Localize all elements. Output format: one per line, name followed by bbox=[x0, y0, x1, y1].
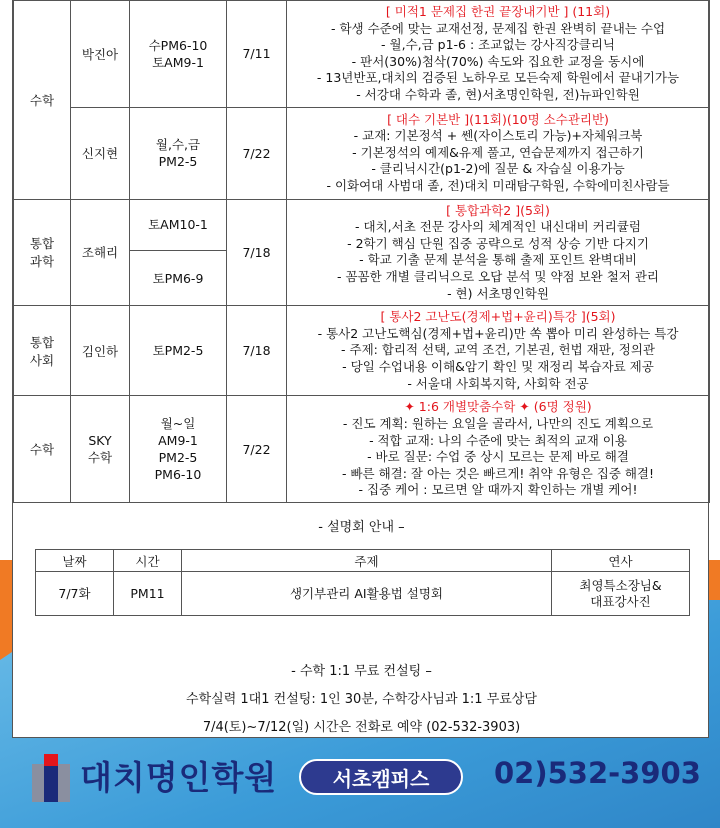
teacher-cell: 조해리 bbox=[71, 199, 130, 306]
time-cell: 월~일 AM9-1 PM2-5 PM6-10 bbox=[130, 396, 227, 503]
description-cell bbox=[287, 107, 710, 199]
date-cell: 7/18 bbox=[227, 199, 287, 306]
campus-badge: 서초캠퍼스 bbox=[299, 759, 463, 795]
description-line: - 현) 서초명인학원 bbox=[447, 285, 549, 301]
teacher-cell: SKY 수학 bbox=[71, 396, 130, 503]
description-line: - 통사2 고난도핵심(경제+법+윤리)만 쏙 뽑아 미리 완성하는 특강 bbox=[317, 325, 679, 341]
description-line: - 꼼꼼한 개별 클리닉으로 오답 분석 및 약점 보완 철저 관리 bbox=[337, 268, 659, 284]
teacher-cell: 박진아 bbox=[71, 1, 130, 108]
date-cell: 7/22 bbox=[227, 396, 287, 503]
description-line: - 클리닉시간(p1-2)에 질문 & 자습실 이용가능 bbox=[371, 161, 625, 177]
description-line: - 기본정석의 예제&유제 풀고, 연습문제까지 접근하기 bbox=[352, 144, 644, 160]
description-line: - 학교 기출 문제 분석을 통해 출제 포인트 완벽대비 bbox=[359, 252, 637, 268]
table-row bbox=[14, 306, 710, 396]
academy-name: 대치명인학원 bbox=[80, 758, 278, 797]
time-cell: 토PM2-5 bbox=[130, 306, 227, 396]
description-line: - 이화여대 사범대 졸, 전)대치 미래탐구학원, 수학에미친사람들 bbox=[326, 177, 670, 193]
table-row bbox=[14, 1, 710, 108]
table-row bbox=[14, 396, 710, 503]
header-topic: 주제 bbox=[182, 550, 552, 572]
course-title: [ 통사2 고난도(경제+법+윤리)특강 ](5회) bbox=[380, 309, 616, 325]
consult-description: 수학실력 1대1 컨설팅: 1인 30분, 수학강사님과 1:1 무료상담 bbox=[186, 692, 537, 707]
seminar-table bbox=[35, 549, 690, 616]
course-title: [ 미적1 문제집 한권 끝장내기반 ] (11회) bbox=[385, 4, 611, 19]
description-line: - 서강대 수학과 졸, 현)서초명인학원, 전)뉴파인학원 bbox=[356, 86, 640, 102]
description-line: - 대치,서초 전문 강사의 체계적인 내신대비 커리큘럼 bbox=[355, 219, 641, 235]
header-speaker: 연사 bbox=[552, 550, 690, 572]
seminar-speaker: 최영특소장님& 대표강사진 bbox=[552, 572, 690, 616]
description-cell bbox=[287, 306, 710, 396]
consult-heading: - 수학 1:1 무료 컨설팅 – bbox=[291, 664, 432, 679]
description-cell bbox=[287, 396, 710, 503]
description-cell bbox=[287, 1, 710, 108]
date-cell: 7/11 bbox=[227, 1, 287, 108]
description-line: - 판서(30%)첨삭(70%) 속도와 집요한 교정을 동시에 bbox=[351, 53, 645, 69]
seminar-header-row bbox=[36, 550, 690, 572]
time-cell: 토AM10-1 bbox=[130, 199, 227, 251]
description-line: - 적합 교재: 나의 수준에 맞는 최적의 교재 이용 bbox=[369, 432, 627, 448]
description-line: - 바로 질문: 수업 중 상시 모르는 문제 바로 해결 bbox=[367, 449, 629, 465]
subject-cell: 수학 bbox=[14, 396, 71, 503]
description-line: - 주제: 합리적 선택, 교역 조건, 기본권, 헌법 재판, 정의관 bbox=[341, 342, 655, 358]
description-line: - 진도 계획: 원하는 요일을 골라서, 나만의 진도 계획으로 bbox=[342, 415, 654, 431]
subject-cell: 수학 bbox=[14, 1, 71, 200]
teacher-cell: 김인하 bbox=[71, 306, 130, 396]
subject-cell: 통합 과학 bbox=[14, 199, 71, 306]
description-line: - 당일 수업내용 이해&암기 확인 및 재정리 복습자료 제공 bbox=[342, 358, 654, 374]
description-line: - 빠른 해결: 잘 아는 것은 빠르게! 취약 유형은 집중 해결! bbox=[341, 465, 655, 481]
time-cell: 월,수,금 PM2-5 bbox=[130, 107, 227, 199]
description-line: - 학생 수준에 맞는 교재선정, 문제집 한권 완벽히 끝내는 수업 bbox=[330, 20, 666, 36]
description-line: - 2학기 핵심 단원 집중 공략으로 성적 상승 기반 다지기 bbox=[347, 235, 649, 251]
time-cell: 토PM6-9 bbox=[130, 251, 227, 306]
teacher-cell: 신지현 bbox=[71, 107, 130, 199]
consult-schedule: 7/4(토)~7/12(일) 시간은 전화로 예약 (02-532-3903) bbox=[202, 720, 521, 735]
phone-number: 02)532-3903 bbox=[494, 756, 701, 790]
seminar-topic: 생기부관리 AI활용법 설명회 bbox=[182, 572, 552, 616]
description-line: - 교재: 기본정석 + 쎈(자이스토리 가능)+자체워크북 bbox=[353, 128, 643, 144]
table-row bbox=[14, 199, 710, 251]
course-title: ✦ 1:6 개별맞춤수학 ✦ (6명 정원) bbox=[404, 399, 592, 415]
course-title: [ 통합과학2 ](5회) bbox=[446, 202, 550, 218]
seminar-date: 7/7화 bbox=[36, 572, 114, 616]
date-cell: 7/18 bbox=[227, 306, 287, 396]
subject-cell: 통합 사회 bbox=[14, 306, 71, 396]
course-title: [ 대수 기본반 ](11회)(10명 소수관리반) bbox=[387, 111, 609, 127]
seminar-time: PM11 bbox=[114, 572, 182, 616]
table-row bbox=[14, 107, 710, 199]
description-line: - 서울대 사회복지학, 사회학 전공 bbox=[407, 375, 589, 391]
course-sheet bbox=[12, 0, 709, 738]
header-time: 시간 bbox=[114, 550, 182, 572]
time-cell: 수PM6-10 토AM9-1 bbox=[130, 1, 227, 108]
seminar-row bbox=[36, 572, 690, 616]
seminar-heading: - 설명회 안내 – bbox=[318, 520, 405, 535]
date-cell: 7/22 bbox=[227, 107, 287, 199]
description-line: - 집중 케어 : 모르면 알 때까지 확인하는 개별 케어! bbox=[358, 482, 638, 498]
course-table bbox=[13, 0, 710, 503]
academy-logo-icon bbox=[32, 754, 70, 802]
description-line: - 13년반포,대치의 검증된 노하우로 모든숙제 학원에서 끝내기가능 bbox=[316, 70, 680, 86]
description-line: - 월,수,금 p1-6 : 조교없는 강사직강클리닉 bbox=[381, 37, 615, 53]
header-date: 날짜 bbox=[36, 550, 114, 572]
description-cell bbox=[287, 199, 710, 306]
